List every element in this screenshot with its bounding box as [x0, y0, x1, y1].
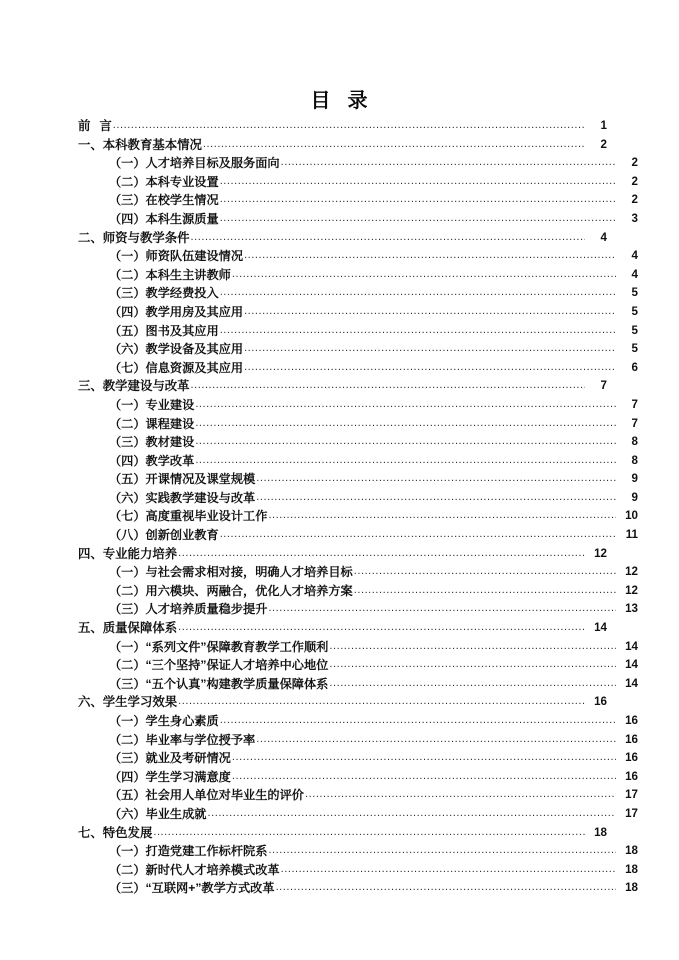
dot-leader [281, 154, 616, 173]
toc-page-number: 7 [600, 379, 607, 393]
toc-page-number: 18 [625, 862, 638, 876]
toc-entry-label: （四）教学改革 [109, 453, 195, 468]
dot-leader [220, 284, 616, 303]
toc-page-number: 4 [631, 249, 638, 263]
toc-entry-label: 二、师资与教学条件 [78, 230, 190, 245]
toc-entry-label: （二）用六模块、两融合，优化人才培养方案 [109, 583, 353, 598]
dot-leader [244, 340, 616, 359]
toc-page-number: 8 [631, 453, 638, 467]
toc-entry[interactable] [78, 489, 638, 508]
toc-entry[interactable] [78, 266, 638, 285]
toc-entry-label-part: 言 [99, 119, 112, 133]
toc-entry[interactable] [78, 117, 607, 136]
dot-leader [220, 322, 616, 341]
toc-page-number: 4 [600, 230, 607, 244]
toc-entry-label-part: 前 [78, 119, 91, 133]
page-title-char-2: 录 [347, 90, 369, 112]
toc-entry-label: （二）毕业率与学位授予率 [109, 732, 256, 747]
toc-entry[interactable] [78, 303, 638, 322]
toc-entry-label: （三）“互联网+”教学方式改革 [109, 881, 275, 896]
toc-page-number: 2 [631, 193, 638, 207]
toc-entry-label: （五）开课情况及课堂规模 [109, 472, 256, 487]
toc-page-number: 13 [625, 602, 638, 616]
toc-entry-label: （一）打造党建工作标杆院系 [109, 844, 268, 859]
toc-entry-label: 七、特色发展 [78, 825, 153, 840]
toc-page-number: 16 [625, 714, 638, 727]
toc-entry[interactable] [78, 433, 638, 452]
dot-leader [354, 563, 616, 582]
toc-page-number: 1 [600, 119, 607, 132]
dot-leader [329, 675, 616, 694]
dot-leader [195, 452, 616, 471]
toc-page-number: 4 [631, 267, 638, 281]
toc-entry-label: （六）实践教学建设与改革 [109, 490, 256, 505]
toc-page-number: 5 [631, 342, 638, 356]
toc-page-number: 11 [625, 528, 638, 542]
toc-page-number: 17 [625, 806, 638, 820]
dot-leader [195, 396, 616, 415]
toc-entry-label: （五）社会用人单位对毕业生的评价 [109, 788, 304, 803]
toc-entry[interactable] [78, 693, 607, 712]
toc-page-number: 10 [625, 509, 638, 523]
toc-page-number: 18 [625, 881, 638, 895]
toc-page-number: 16 [594, 695, 607, 709]
toc-entry[interactable] [78, 656, 638, 675]
toc-entry[interactable] [78, 545, 607, 564]
dot-leader [178, 693, 585, 712]
dot-leader [329, 638, 616, 657]
toc-entry[interactable] [78, 563, 638, 582]
dot-leader [195, 433, 616, 452]
dot-leader [354, 582, 616, 601]
toc-page-number: 18 [625, 844, 638, 858]
toc-entry-label: （四）本科生源质量 [109, 211, 219, 226]
toc-page-number: 9 [631, 490, 638, 504]
toc-entry[interactable] [78, 359, 638, 378]
toc-page-number: 5 [631, 304, 638, 318]
toc-page-number: 12 [625, 583, 638, 597]
toc-entry-label: （三）教学经费投入 [109, 286, 219, 301]
toc-entry[interactable] [78, 284, 638, 303]
toc-entry[interactable] [78, 786, 638, 805]
dot-leader [178, 545, 585, 564]
toc-entry-label: （三）人才培养质量稳步提升 [109, 602, 268, 617]
dot-leader [244, 359, 616, 378]
toc-page-number: 16 [625, 769, 638, 783]
toc-entry[interactable] [78, 805, 638, 824]
dot-leader [178, 619, 585, 638]
dot-leader [195, 415, 616, 434]
toc-entry-label: （一）学生身心素质 [109, 714, 219, 728]
toc-page-number: 12 [594, 546, 607, 560]
toc-entry-label: （三）“五个认真”构建教学质量保障体系 [109, 676, 329, 691]
toc-entry[interactable] [78, 582, 638, 601]
dot-leader [113, 117, 585, 136]
toc-entry-label: 一、本科教育基本情况 [78, 137, 202, 152]
toc-page-number: 5 [631, 323, 638, 337]
toc-entry[interactable] [78, 600, 638, 619]
toc-entry-label: （二）本科专业设置 [109, 174, 219, 189]
toc-entry[interactable] [78, 154, 638, 173]
toc-page-number: 2 [631, 174, 638, 188]
dot-leader [256, 489, 616, 508]
toc-entry[interactable] [78, 452, 638, 471]
dot-leader [232, 266, 616, 285]
toc-page-number: 18 [594, 825, 607, 839]
dot-leader [203, 136, 585, 155]
toc-entry-label: 六、学生学习效果 [78, 695, 178, 710]
toc-entry-label: （六）毕业生成就 [109, 806, 207, 821]
dot-leader [232, 749, 616, 768]
toc-page-number: 16 [625, 732, 638, 746]
toc-entry[interactable] [78, 638, 638, 657]
toc-entry[interactable] [78, 749, 638, 768]
toc-entry-label: （二）“三个坚持”保证人才培养中心地位 [109, 658, 329, 673]
toc-entry-label: （七）高度重视毕业设计工作 [109, 509, 268, 524]
toc-entry-label: （四）学生学习满意度 [109, 769, 231, 784]
toc-entry-label: （四）教学用房及其应用 [109, 304, 244, 319]
toc-entry-label: （三）就业及考研情况 [109, 751, 231, 766]
toc-page-number: 17 [625, 788, 638, 802]
page-title-char-1: 目 [310, 90, 332, 112]
toc-page-number: 6 [631, 360, 638, 374]
toc-entry[interactable] [78, 415, 638, 434]
dot-leader [305, 786, 616, 805]
dot-leader [220, 712, 616, 731]
dot-leader [281, 861, 616, 880]
toc-page-number: 16 [625, 751, 638, 765]
dot-leader [153, 824, 585, 843]
toc-page-number: 14 [594, 621, 607, 635]
dot-leader [276, 879, 616, 898]
toc-entry-label: （五）图书及其应用 [109, 323, 219, 338]
toc-entry[interactable] [78, 322, 638, 341]
dot-leader [220, 526, 616, 545]
toc-entry[interactable] [78, 507, 638, 526]
toc-entry-label: （一）人才培养目标及服务面向 [109, 156, 280, 171]
toc-entry-label: （一）师资队伍建设情况 [109, 249, 244, 264]
toc-page-number: 2 [631, 156, 638, 170]
toc-entry[interactable] [78, 526, 638, 545]
toc-entry[interactable] [78, 842, 638, 861]
dot-leader [220, 173, 616, 192]
dot-leader [208, 805, 617, 824]
dot-leader [268, 842, 616, 861]
toc-page-number: 9 [631, 472, 638, 486]
toc-entry[interactable] [78, 879, 638, 898]
toc-entry[interactable] [78, 861, 638, 880]
dot-leader [191, 377, 585, 396]
dot-leader [268, 600, 616, 619]
page-title [0, 84, 679, 113]
toc-entry-label: （三）在校学生情况 [109, 193, 219, 208]
toc-entry-label: （七）信息资源及其应用 [109, 360, 244, 375]
toc-entry[interactable] [78, 210, 638, 229]
toc-entry[interactable] [78, 173, 638, 192]
toc-entry-label: 四、专业能力培养 [78, 546, 178, 561]
toc-entry[interactable] [78, 824, 607, 843]
toc-entry[interactable] [78, 712, 638, 731]
table-of-contents [78, 117, 638, 898]
dot-leader [268, 507, 616, 526]
toc-entry-label: 三、教学建设与改革 [78, 379, 190, 394]
dot-leader [244, 247, 616, 266]
toc-entry[interactable] [78, 191, 638, 210]
toc-page-number: 2 [600, 137, 607, 151]
toc-entry[interactable] [78, 229, 607, 248]
toc-page-number: 7 [631, 416, 638, 430]
toc-entry[interactable] [78, 470, 638, 489]
toc-entry[interactable] [78, 340, 638, 359]
dot-leader [329, 656, 616, 675]
toc-page-number: 14 [625, 639, 638, 653]
dot-leader [220, 210, 616, 229]
toc-page-number: 5 [631, 286, 638, 300]
toc-entry[interactable] [78, 619, 607, 638]
toc-entry-label: （六）教学设备及其应用 [109, 342, 244, 357]
toc-entry[interactable] [78, 136, 607, 155]
toc-entry[interactable] [78, 675, 638, 694]
toc-entry-label [78, 117, 113, 136]
dot-leader [256, 731, 616, 750]
dot-leader [220, 191, 616, 210]
toc-entry-label: （三）教材建设 [109, 435, 195, 450]
toc-entry[interactable] [78, 396, 638, 415]
dot-leader [232, 768, 616, 787]
toc-entry-label: （一）与社会需求相对接，明确人才培养目标 [109, 565, 353, 580]
toc-entry-label: （二）新时代人才培养模式改革 [109, 862, 280, 877]
dot-leader [256, 470, 616, 489]
dot-leader [191, 229, 585, 248]
toc-entry-label: （二）课程建设 [109, 416, 195, 431]
toc-page-number: 3 [631, 211, 638, 225]
toc-entry[interactable] [78, 247, 638, 266]
toc-entry-label: （八）创新创业教育 [109, 528, 219, 543]
toc-entry-label: （一）“系列文件”保障教育教学工作顺利 [109, 639, 329, 654]
toc-page-number: 14 [625, 676, 638, 690]
toc-page-number: 12 [625, 565, 638, 579]
toc-entry[interactable] [78, 377, 607, 396]
dot-leader [244, 303, 616, 322]
toc-entry-label: 五、质量保障体系 [78, 621, 178, 636]
toc-page-number: 14 [625, 658, 638, 672]
toc-page-number: 7 [631, 397, 638, 411]
toc-entry[interactable] [78, 768, 638, 787]
toc-entry-label: （二）本科生主讲教师 [109, 267, 231, 282]
toc-page-number: 8 [631, 435, 638, 449]
toc-entry-label: （一）专业建设 [109, 397, 195, 412]
toc-entry[interactable] [78, 731, 638, 750]
